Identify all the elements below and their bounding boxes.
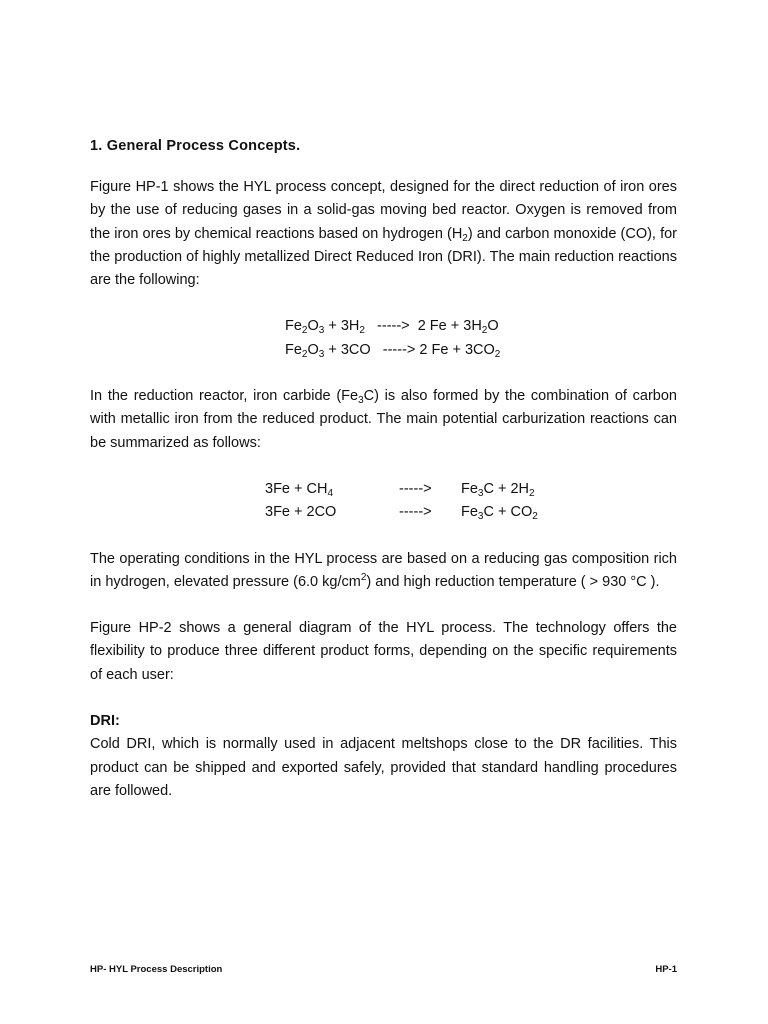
paragraph-operating-conditions: The operating conditions in the HYL process are based on a reducing gas composition rich in hydrogen, elevated pressure (6.0 $kg/cm^2$) and high reduction temperature ( > 930 °C ).: [90, 550, 677, 590]
reduction-equation-2: $Fe_2O_3 + 3CO$ -----> 2 $Fe + 3CO_2$: [285, 341, 501, 360]
paragraph-product-forms: Figure HP-2 shows a general diagram of the HYL process. The technology offers the flexibility to produce three different product forms, depending on the specific requirements of each user:: [90, 620, 677, 683]
carburization-equation-1: $3Fe + CH_4$ -----> $Fe_3C + 2H_2$: [265, 480, 535, 499]
carburization-equation-2: 3Fe + 2CO -----> $Fe_3C + CO_2$: [265, 504, 538, 523]
paragraph-iron-carbide: In the reduction reactor, iron carbide $(Fe_3C)$ is also formed by the combination of carbon with metallic iron from the reduced product. The main potential carburization reactions can be summarized as follows:: [90, 388, 677, 451]
document-page: [90, 138, 677, 826]
carburization-equations: [90, 478, 677, 525]
paragraph-cold-dri: Cold DRI, which is normally used in adjacent meltshops close to the DR facilities. This product can be shipped and exported safely, provided that standard handling procedures are followed.: [90, 736, 677, 799]
dri-heading: DRI:: [90, 713, 120, 730]
footer-document-title: HP- HYL Process Description: [90, 964, 223, 975]
paragraph-process-concept: Figure HP-1 shows the HYL process concept, designed for the direct reduction of iron ores by the use of reducing gases in a solid-gas moving bed reactor. Oxygen is removed from the iron ores by chemical reactions based on hydrogen $(H_2)$ and carbon monoxide (CO), for the production of highly metallized Direct Reduced Iron (DRI). The main reduction reactions are the following:: [90, 179, 677, 289]
footer-page-number: HP-1: [655, 964, 677, 975]
reduction-equations: [90, 315, 677, 362]
reduction-equation-1: $Fe_2O_3 + 3H_2$ -----> 2 $Fe + 3H_2O$: [285, 318, 499, 337]
section-heading: 1. General Process Concepts.: [90, 138, 301, 154]
